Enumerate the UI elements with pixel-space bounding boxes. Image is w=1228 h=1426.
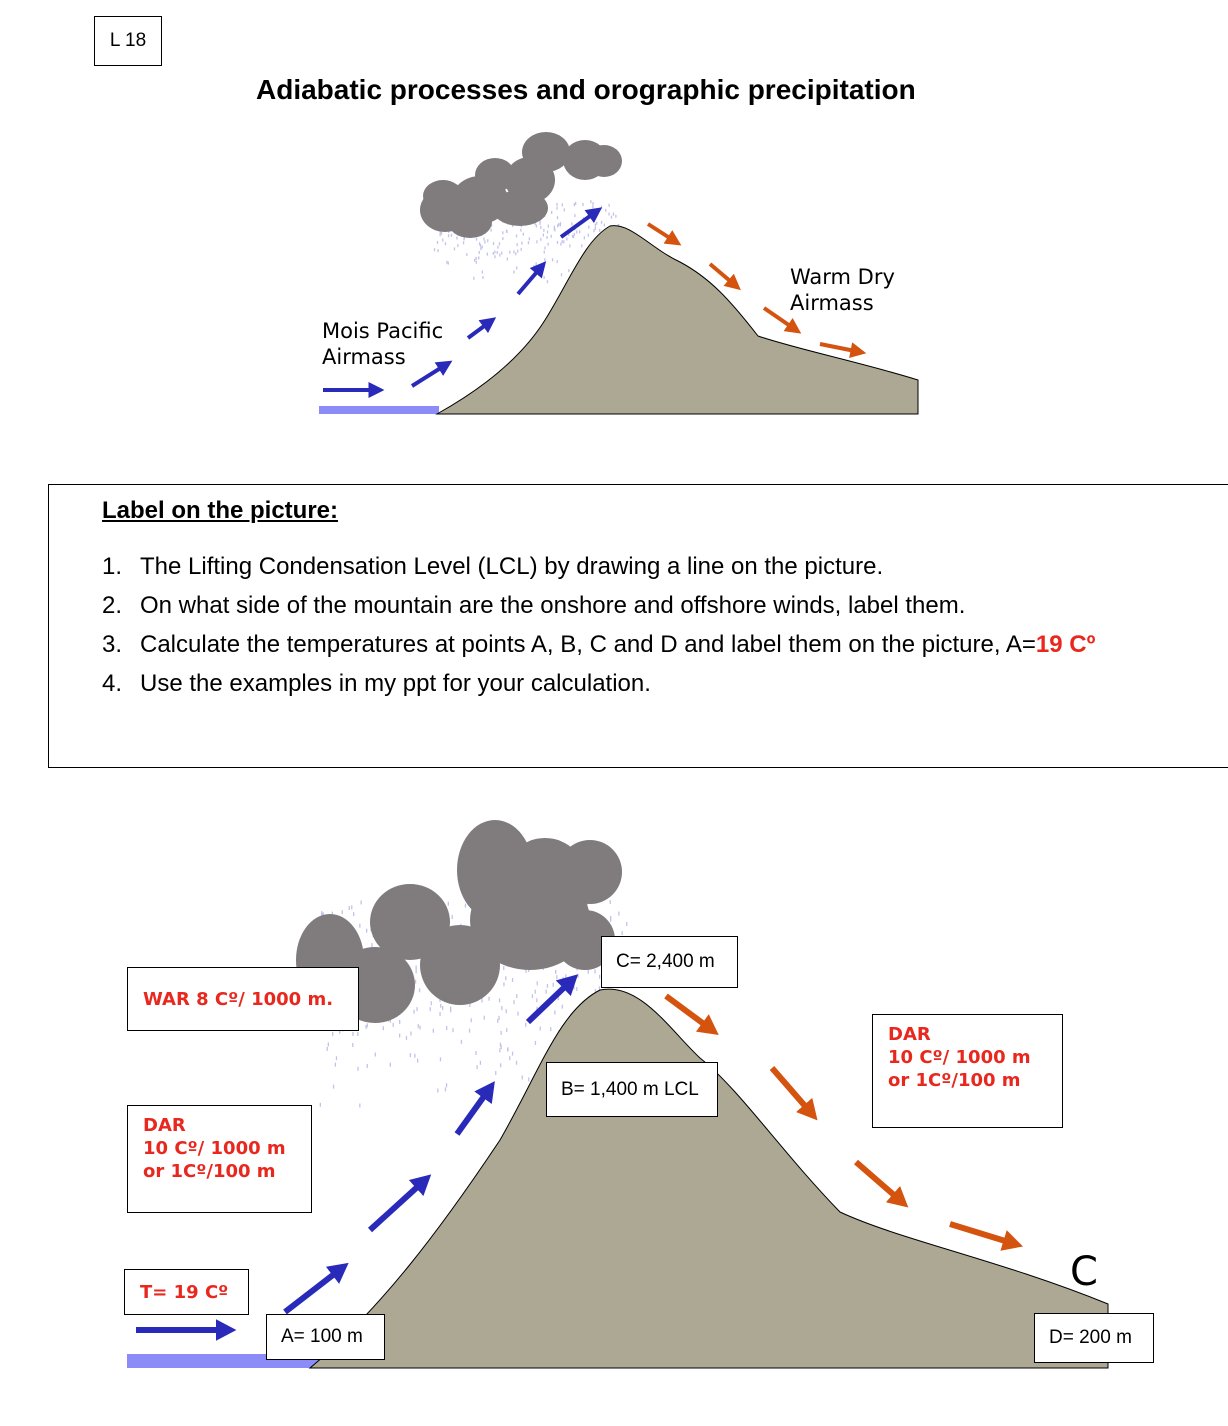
rain-drop <box>536 998 537 1002</box>
moist-arrow <box>285 1268 342 1312</box>
rain-drop <box>437 1089 438 1093</box>
moist-arrow <box>518 266 542 294</box>
rain-drop <box>482 245 483 248</box>
rain-drop <box>484 1016 485 1020</box>
moist-airmass-label-line1: Mois Pacific <box>322 319 444 343</box>
rain-drop <box>536 262 537 265</box>
rain-drop <box>613 213 614 216</box>
rain-drop <box>573 235 574 238</box>
rain-drop <box>463 241 464 244</box>
rain-drop <box>357 1067 358 1071</box>
rain-drop <box>601 221 602 224</box>
rain-drop <box>480 247 481 250</box>
rain-drop <box>476 257 477 260</box>
rain-drop <box>554 1011 555 1015</box>
rain-drop <box>335 1063 336 1067</box>
task-item-number: 2. <box>102 592 123 619</box>
rain-drop <box>582 203 583 206</box>
rain-drop <box>413 1010 414 1014</box>
rain-drop <box>550 1027 551 1031</box>
rain-drop <box>487 239 488 242</box>
rain-drop <box>513 1000 514 1004</box>
rain-drop <box>522 1076 523 1080</box>
rain-drop <box>517 243 518 246</box>
rain-drop <box>557 241 558 244</box>
rain-drop <box>454 247 455 250</box>
rain-drop <box>416 969 417 973</box>
rain-drop <box>498 1016 499 1020</box>
rain-drop <box>351 905 352 909</box>
rain-drop <box>471 1018 472 1022</box>
rain-drop <box>609 204 610 207</box>
rain-drop <box>543 234 544 237</box>
rain-drop <box>562 203 563 206</box>
rain-drop <box>528 241 529 244</box>
moist-arrow <box>370 1180 425 1230</box>
dry-adiabatic-rate-label-right: DAR 10 Cº/ 1000 m or 1Cº/100 m <box>872 1014 1063 1128</box>
rain-drop <box>466 253 467 256</box>
rain-drop <box>442 1006 443 1010</box>
rain-drop <box>547 231 548 234</box>
rain-drop <box>430 1007 431 1011</box>
rain-drop <box>417 1059 418 1063</box>
rain-drop <box>608 213 609 216</box>
rain-drop <box>349 906 350 910</box>
rain-drop <box>416 1007 417 1011</box>
rain-drop <box>517 1012 518 1016</box>
rain-drop <box>560 243 561 246</box>
rain-drop <box>558 223 559 226</box>
rain-drop <box>501 252 502 255</box>
rain-drop <box>535 1041 536 1045</box>
rain-drop <box>540 226 541 229</box>
rain-drop <box>509 1056 510 1060</box>
mountain <box>437 226 918 414</box>
rain-drop <box>595 224 596 227</box>
rain-drop <box>536 240 537 243</box>
rain-drop <box>554 226 555 229</box>
rain-drop <box>431 1001 432 1005</box>
rain-drop <box>505 976 506 980</box>
dry-arrow <box>666 996 712 1030</box>
rain-drop <box>521 242 522 245</box>
rain-drop <box>525 1023 526 1027</box>
rain-drop <box>414 1054 415 1058</box>
rain-drop <box>590 200 591 203</box>
rain-drop <box>574 203 575 206</box>
rain-drop <box>442 239 443 242</box>
rain-drop <box>547 984 548 988</box>
rain-drop <box>520 229 521 232</box>
rain-drop <box>352 1032 353 1036</box>
point-c-label: C= 2,400 m <box>601 936 738 988</box>
rain-drop <box>553 983 554 987</box>
rain-drop <box>446 261 447 264</box>
moist-arrow <box>457 1088 490 1134</box>
rain-drop <box>581 244 582 247</box>
dry-arrow <box>710 264 736 286</box>
task-item-text: The Lifting Condensation Level (LCL) by drawing a line on the picture. <box>140 553 884 580</box>
rain-drop <box>399 1034 400 1038</box>
rain-drop <box>528 1077 529 1081</box>
rain-drop <box>482 271 483 274</box>
rain-drop <box>593 229 594 232</box>
rain-drop <box>461 1040 462 1044</box>
point-c-handwritten-letter: C <box>1070 1249 1098 1295</box>
task-heading: Label on the picture: <box>102 497 339 524</box>
rain-drop <box>483 238 484 241</box>
rain-drop <box>551 235 552 238</box>
rain-drop <box>546 990 547 994</box>
rain-drop <box>493 242 494 245</box>
rain-drop <box>568 269 569 272</box>
rain-drop <box>506 1009 507 1013</box>
rain-drop <box>333 1085 334 1089</box>
rain-drop <box>576 987 577 991</box>
moist-arrow <box>412 364 447 386</box>
rain-drop <box>440 1057 441 1061</box>
rain-drop <box>595 227 596 230</box>
rain-drop <box>533 265 534 268</box>
rain-drop <box>562 240 563 243</box>
rain-drop <box>488 997 489 1001</box>
start-temperature-label: T= 19 Cº <box>124 1269 249 1315</box>
rain-drop <box>448 262 449 265</box>
rain-drop <box>594 969 595 973</box>
rain-drop <box>516 1061 517 1065</box>
rain-drop <box>548 243 549 246</box>
rain-drop <box>556 975 557 979</box>
rain-drop <box>499 998 500 1002</box>
rain-drop <box>445 1087 446 1091</box>
rain-drop <box>539 222 540 225</box>
rain-drop <box>441 232 442 235</box>
rain-drop <box>516 234 517 237</box>
rain-drop <box>433 1029 434 1033</box>
rain-drop <box>557 216 558 219</box>
rain-drop <box>536 225 537 228</box>
rain-drop <box>574 214 575 217</box>
rain-drop <box>357 1032 358 1036</box>
rain-drop <box>556 203 557 206</box>
rain-drop <box>361 900 362 904</box>
rain-drop <box>565 974 566 978</box>
rain-drop <box>513 250 514 253</box>
rain-drop <box>328 1042 329 1046</box>
rain-drop <box>415 980 416 984</box>
rain-drop <box>588 970 589 974</box>
rain-drop <box>446 1083 447 1087</box>
rain-drop <box>410 1032 411 1036</box>
dry-adiabatic-rate-label-left: DAR 10 Cº/ 1000 m or 1Cº/100 m <box>127 1105 312 1213</box>
task-item-number: 3. <box>102 631 123 658</box>
rain-drop <box>484 241 485 244</box>
dry-arrow <box>772 1068 812 1114</box>
rain-drop <box>476 238 477 241</box>
rain-drop <box>546 236 547 239</box>
rain-drop <box>507 258 508 261</box>
lesson-tag: L 18 <box>94 16 162 66</box>
rain-drop <box>501 1006 502 1010</box>
rain-drop <box>445 242 446 245</box>
rain-drop <box>497 1019 498 1023</box>
rain-drop <box>547 280 548 283</box>
rain-drop <box>579 230 580 233</box>
rain-drop <box>521 248 522 251</box>
rain-drop <box>576 231 577 234</box>
rain-drop <box>383 1026 384 1030</box>
rain-drop <box>477 1065 478 1069</box>
rain-drop <box>437 249 438 252</box>
rain-drop <box>497 246 498 249</box>
rain-drop <box>456 237 457 240</box>
rain-drop <box>540 238 541 241</box>
dry-arrow <box>648 224 676 242</box>
rain-drop <box>543 229 544 232</box>
rain-drop <box>500 1043 501 1047</box>
rain-drop <box>502 231 503 234</box>
task-item-number: 4. <box>102 670 123 697</box>
dry-arrow <box>856 1162 902 1202</box>
rain-drop <box>451 234 452 237</box>
rain-drop <box>592 202 593 205</box>
rain-drop <box>604 224 605 227</box>
rain-drop <box>493 252 494 255</box>
rain-drop <box>575 202 576 205</box>
rain-drop <box>416 966 417 970</box>
rain-drop <box>544 276 545 279</box>
rain-drop <box>551 211 552 214</box>
point-a-label: A= 100 m <box>266 1314 385 1360</box>
point-d-label: D= 200 m <box>1034 1313 1154 1363</box>
rain-drop <box>615 215 616 218</box>
rain-drop <box>476 261 477 264</box>
rain-drop <box>390 1063 391 1067</box>
rain-drop <box>512 978 513 982</box>
task-item <box>102 670 651 698</box>
page-title: Adiabatic processes and orographic precipitation <box>256 74 916 105</box>
rain-drop <box>611 216 612 219</box>
rain-drop <box>503 966 504 970</box>
rain-drop <box>497 251 498 254</box>
rain-drop <box>503 982 504 986</box>
rain-drop <box>618 912 619 916</box>
dry-airmass-label-line1: Warm Dry <box>790 265 895 289</box>
rain-drop <box>419 1026 420 1030</box>
rain-drop <box>610 916 611 920</box>
rain-drop <box>516 266 517 269</box>
point-b-label: B= 1,400 m LCL <box>546 1062 718 1117</box>
moist-airmass-label-line2: Airmass <box>322 345 406 369</box>
task-item-text: Use the examples in my ppt for your calculation. <box>140 670 651 697</box>
rain-drop <box>509 251 510 254</box>
rain-drop <box>320 1103 321 1107</box>
rain-drop <box>479 242 480 245</box>
moist-arrow <box>468 321 491 338</box>
rain-drop <box>532 994 533 998</box>
rain-drop <box>336 1056 337 1060</box>
rain-drop <box>515 252 516 255</box>
rain-drop <box>366 929 367 933</box>
rain-drop <box>365 1025 366 1029</box>
dry-arrow <box>950 1224 1015 1244</box>
rain-drop <box>482 276 483 279</box>
rain-drop <box>564 208 565 211</box>
rain-drop <box>552 258 553 261</box>
sea-surface <box>319 406 439 414</box>
wet-adiabatic-rate-label: WAR 8 Cº/ 1000 m. <box>127 967 359 1031</box>
rain-drop <box>596 222 597 225</box>
rain-drop <box>419 988 420 992</box>
rain-drop <box>393 1023 394 1027</box>
rain-drop <box>452 1028 453 1032</box>
rain-drop <box>571 223 572 226</box>
rain-drop <box>569 244 570 247</box>
rain-drop <box>577 974 578 978</box>
rain-drop <box>506 1028 507 1032</box>
rain-drop <box>342 910 343 914</box>
rain-drop <box>487 253 488 256</box>
task-item-text: On what side of the mountain are the onshore and offshore winds, label them. <box>140 592 966 619</box>
rain-drop <box>371 943 372 947</box>
rain-drop <box>557 260 558 263</box>
rain-drop <box>490 229 491 232</box>
rain-drop <box>469 1029 470 1033</box>
rain-drop <box>622 931 623 935</box>
rain-drop <box>566 238 567 241</box>
rain-drop <box>507 1047 508 1051</box>
task-box <box>48 484 1228 768</box>
task-item-text: Calculate the temperatures at points A, B, C and D and label them on the picture, A= <box>140 631 1036 658</box>
rain-drop <box>457 244 458 247</box>
rain-drop <box>556 207 557 210</box>
rain-drop <box>544 247 545 250</box>
rain-drop <box>367 1023 368 1027</box>
rain-drop <box>516 994 517 998</box>
rain-drop <box>437 241 438 244</box>
rain-drop <box>537 981 538 985</box>
rain-drop <box>512 1052 513 1056</box>
rain-drop <box>406 1036 407 1040</box>
rain-drop <box>494 251 495 254</box>
rain-drop <box>529 237 530 240</box>
rain-drop <box>440 233 441 236</box>
rain-drop <box>562 1005 563 1009</box>
rain-drop <box>499 254 500 257</box>
rain-drop <box>563 240 564 243</box>
rain-drop <box>367 1064 368 1068</box>
rain-drop <box>495 1071 496 1075</box>
rain-drop <box>513 271 514 274</box>
rain-drop <box>540 1027 541 1031</box>
rain-drop <box>332 1032 333 1036</box>
rain-drop <box>439 1012 440 1016</box>
rain-drop <box>548 225 549 228</box>
dry-arrow <box>820 344 860 352</box>
rain-drop <box>475 1051 476 1055</box>
task-item-number: 1. <box>102 553 123 580</box>
rain-drop <box>410 1053 411 1057</box>
dry-airmass-label-line2: Airmass <box>790 291 874 315</box>
rain-drop <box>481 999 482 1003</box>
rain-drop <box>418 1024 419 1028</box>
rain-drop <box>494 255 495 258</box>
rain-drop <box>478 256 479 259</box>
rain-drop <box>561 273 562 276</box>
rain-drop <box>555 970 556 974</box>
rain-drop <box>592 205 593 208</box>
rain-drop <box>560 223 561 226</box>
top-orographic-diagram <box>0 0 1228 480</box>
rain-drop <box>544 258 545 261</box>
rain-drop <box>562 977 563 981</box>
rain-drop <box>448 234 449 237</box>
rain-drop <box>321 911 322 915</box>
rain-drop <box>535 990 536 994</box>
rain-drop <box>450 1007 451 1011</box>
rain-drop <box>359 1104 360 1108</box>
rain-drop <box>501 1031 502 1035</box>
rain-drop <box>601 206 602 209</box>
rain-drop <box>599 229 600 232</box>
rain-drop <box>327 1047 328 1051</box>
rain-drop <box>588 234 589 237</box>
rain-drop <box>479 251 480 254</box>
rain-drop <box>446 1026 447 1030</box>
rain-drop <box>434 248 435 251</box>
rain-drop <box>605 209 606 212</box>
rain-drop <box>517 250 518 253</box>
rain-drop <box>474 259 475 262</box>
rain-drop <box>352 1043 353 1047</box>
rain-drop <box>502 237 503 240</box>
rain-drop <box>506 230 507 233</box>
rain-drop <box>626 922 627 926</box>
rain-drop <box>610 900 611 904</box>
rain-drop <box>523 233 524 236</box>
rain-drop <box>353 912 354 916</box>
storm-cloud <box>420 132 622 238</box>
rain-drop <box>499 242 500 245</box>
rain-drop <box>584 236 585 239</box>
rain-drop <box>480 1061 481 1065</box>
rain-drop <box>359 924 360 928</box>
rain-drop <box>500 1063 501 1067</box>
rain-drop <box>465 904 466 908</box>
task-item <box>102 592 965 620</box>
task-item <box>102 631 1095 659</box>
rain-drop <box>473 277 474 280</box>
rain-drop <box>375 1053 376 1057</box>
rain-drop <box>544 251 545 254</box>
rain-drop <box>499 1048 500 1052</box>
rain-drop <box>452 915 453 919</box>
rain-drop <box>573 986 574 990</box>
rain-drop <box>440 1004 441 1008</box>
rain-drop <box>588 226 589 229</box>
rain-drop <box>399 1020 400 1024</box>
start-temperature-value: 19 Cº <box>1035 631 1096 658</box>
moist-arrow <box>528 980 572 1022</box>
task-item <box>102 553 883 581</box>
rain-drop <box>448 902 449 906</box>
